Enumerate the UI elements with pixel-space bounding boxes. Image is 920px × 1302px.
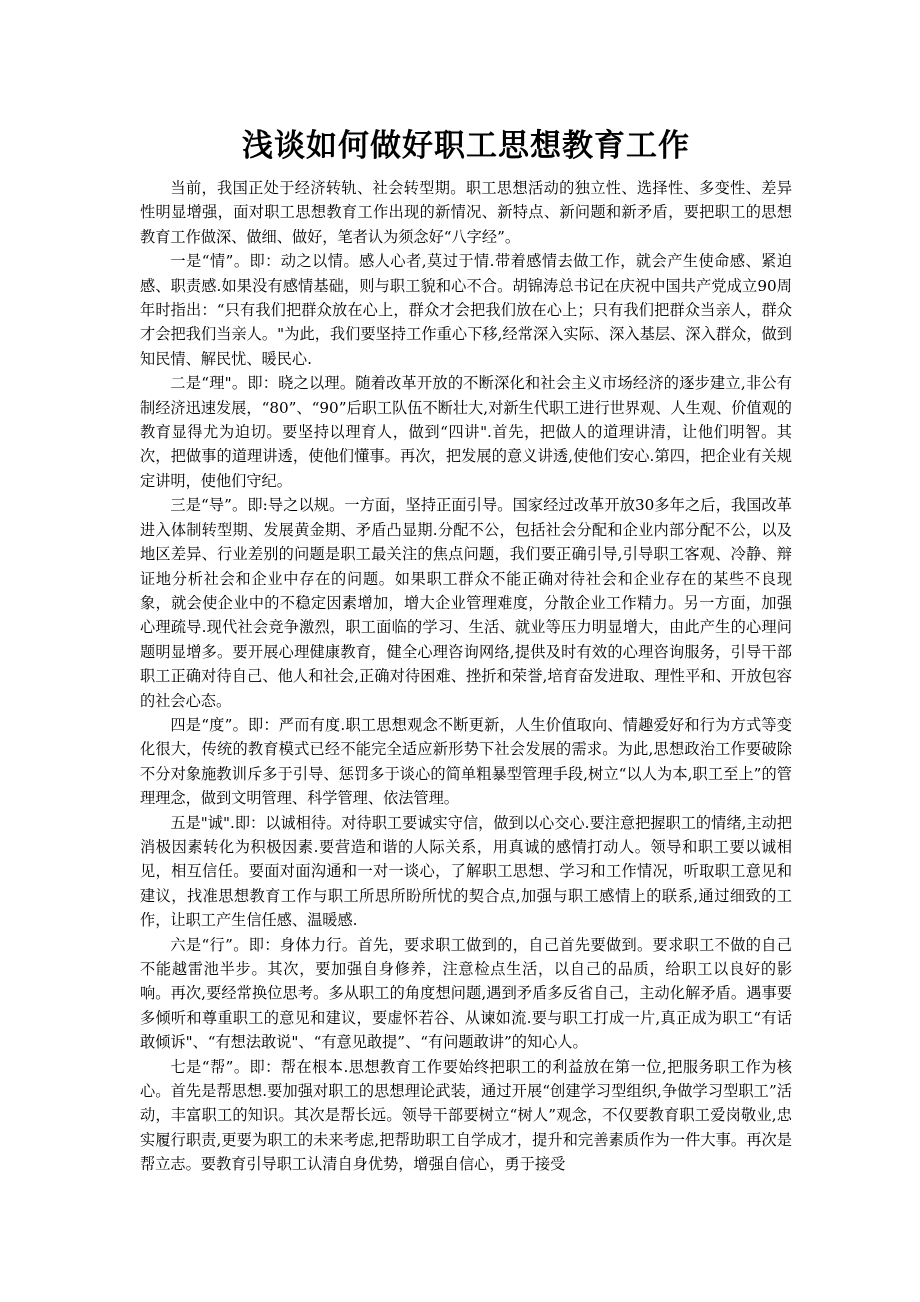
paragraph-bang: 七是“帮”。即：帮在根本.思想教育工作要始终把职工的利益放在第一位,把服务职工作为核心。首先是帮思想.要加强对职工的思想理论武装，通过开展“创建学习型组织,争做学习型职工”活动，丰富职工的知识。其次是帮长远。领导干部要树立“树人”观念，不仅要教育职工爱岗敬业,忠实履行职责,更要为职工的未来考虑,把帮助职工自学成才，提升和完善素质作为一件大事。再次是帮立志。要教育引导职工认清自身优势，增强自信心，勇于接受 — [140, 1057, 792, 1174]
paragraph-dao: 三是“导”。即:导之以规。一方面，坚持正面引导。国家经过改革开放30多年之后，我国改革进入体制转型期、发展黄金期、矛盾凸显期.分配不公，包括社会分配和企业内部分配不公，以及地区差异、行业差别的问题是职工最关注的焦点问题，我们要正确引导,引导职工客观、冷静、辩证地分析社会和企业中存在的问题。如果职工群众不能正确对待社会和企业存在的某些不良现象，就会使企业中的不稳定因素增加，增大企业管理难度，分散企业工作精力。另一方面，加强心理疏导.现代社会竞争激烈，职工面临的学习、生活、就业等压力明显增大，由此产生的心理问题明显增多。要开展心理健康教育，健全心理咨询网络,提供及时有效的心理咨询服务，引导干部职工正确对待自己、他人和社会,正确对待困难、挫折和荣誉,培育奋发进取、理性平和、开放包容的社会心态。 — [140, 496, 792, 710]
paragraph-li: 二是“理"。即：晓之以理。随着改革开放的不断深化和社会主义市场经济的逐步建立,非公有制经济迅速发展，“80”、“90”后职工队伍不断壮大,对新生代职工进行世界观、人生观、价值观的教育显得尤为迫切。要坚持以理育人，做到“四讲".首先，把做人的道理讲清，让他们明智。其次，把做事的道理讲透，使他们懂事。再次，把发展的意义讲透,使他们安心.第四，把企业有关规定讲明，使他们守纪。 — [140, 374, 792, 490]
paragraph-du: 四是“度”。即：严而有度.职工思想观念不断更新，人生价值取向、情趣爱好和行为方式等变化很大，传统的教育模式已经不能完全适应新形势下社会发展的需求。为此,思想政治工作要破除不分对象施教训斥多于引导、惩罚多于谈心的简单粗暴型管理手段,树立“以人为本,职工至上”的管理理念，做到文明管理、科学管理、依法管理。 — [140, 715, 792, 808]
paragraph-xing: 六是“行”。即：身体力行。首先，要求职工做到的，自己首先要做到。要求职工不做的自己不能越雷池半步。其次，要加强自身修养，注意检点生活，以自己的品质，给职工以良好的影响。再次,要经常换位思考。多从职工的角度想问题,遇到矛盾多反省自己，主动化解矛盾。遇事要多倾听和尊重职工的意见和建议，要虚怀若谷、从谏如流.要与职工打成一片,真正成为职工“有话敢倾诉"、“有想法敢说"、“有意见敢提”、“有问题敢讲”的知心人。 — [140, 935, 792, 1052]
document-title: 浅谈如何做好职工思想教育工作 — [242, 128, 690, 164]
document-page — [140, 122, 792, 1177]
paragraph-qing: 一是“情”。即：动之以情。感人心者,莫过于情.带着感情去做工作，就会产生使命感、紧迫感、职责感.如果没有感情基础，则与职工貌和心不合。胡锦涛总书记在庆祝中国共产党成立90周年时指出：“只有我们把群众放在心上，群众才会把我们放在心上；只有我们把群众当亲人，群众才会把我们当亲人。"为此，我们要坚持工作重心下移,经常深入实际、深入基层、深入群众，做到知民情、解民忧、暖民心. — [140, 252, 792, 368]
paragraph-intro: 当前，我国正处于经济转轨、社会转型期。职工思想活动的独立性、选择性、多变性、差异性明显增强，面对职工思想教育工作出现的新情况、新特点、新问题和新矛盾，要把职工的思想教育工作做深、做细、做好，笔者认为须念好“八字经”。 — [140, 179, 792, 246]
paragraph-cheng: 五是"诚".即：以诚相待。对待职工要诚实守信，做到以心交心.要注意把握职工的情绪,主动把消极因素转化为积极因素.要营造和谐的人际关系，用真诚的感情打动人。领导和职工要以诚相见，相互信任。要面对面沟通和一对一谈心，了解职工思想、学习和工作情况，听取职工意见和建议，找准思想教育工作与职工所思所盼所忧的契合点,加强与职工感情上的联系,通过细致的工作，让职工产生信任感、温暖感. — [140, 813, 792, 930]
